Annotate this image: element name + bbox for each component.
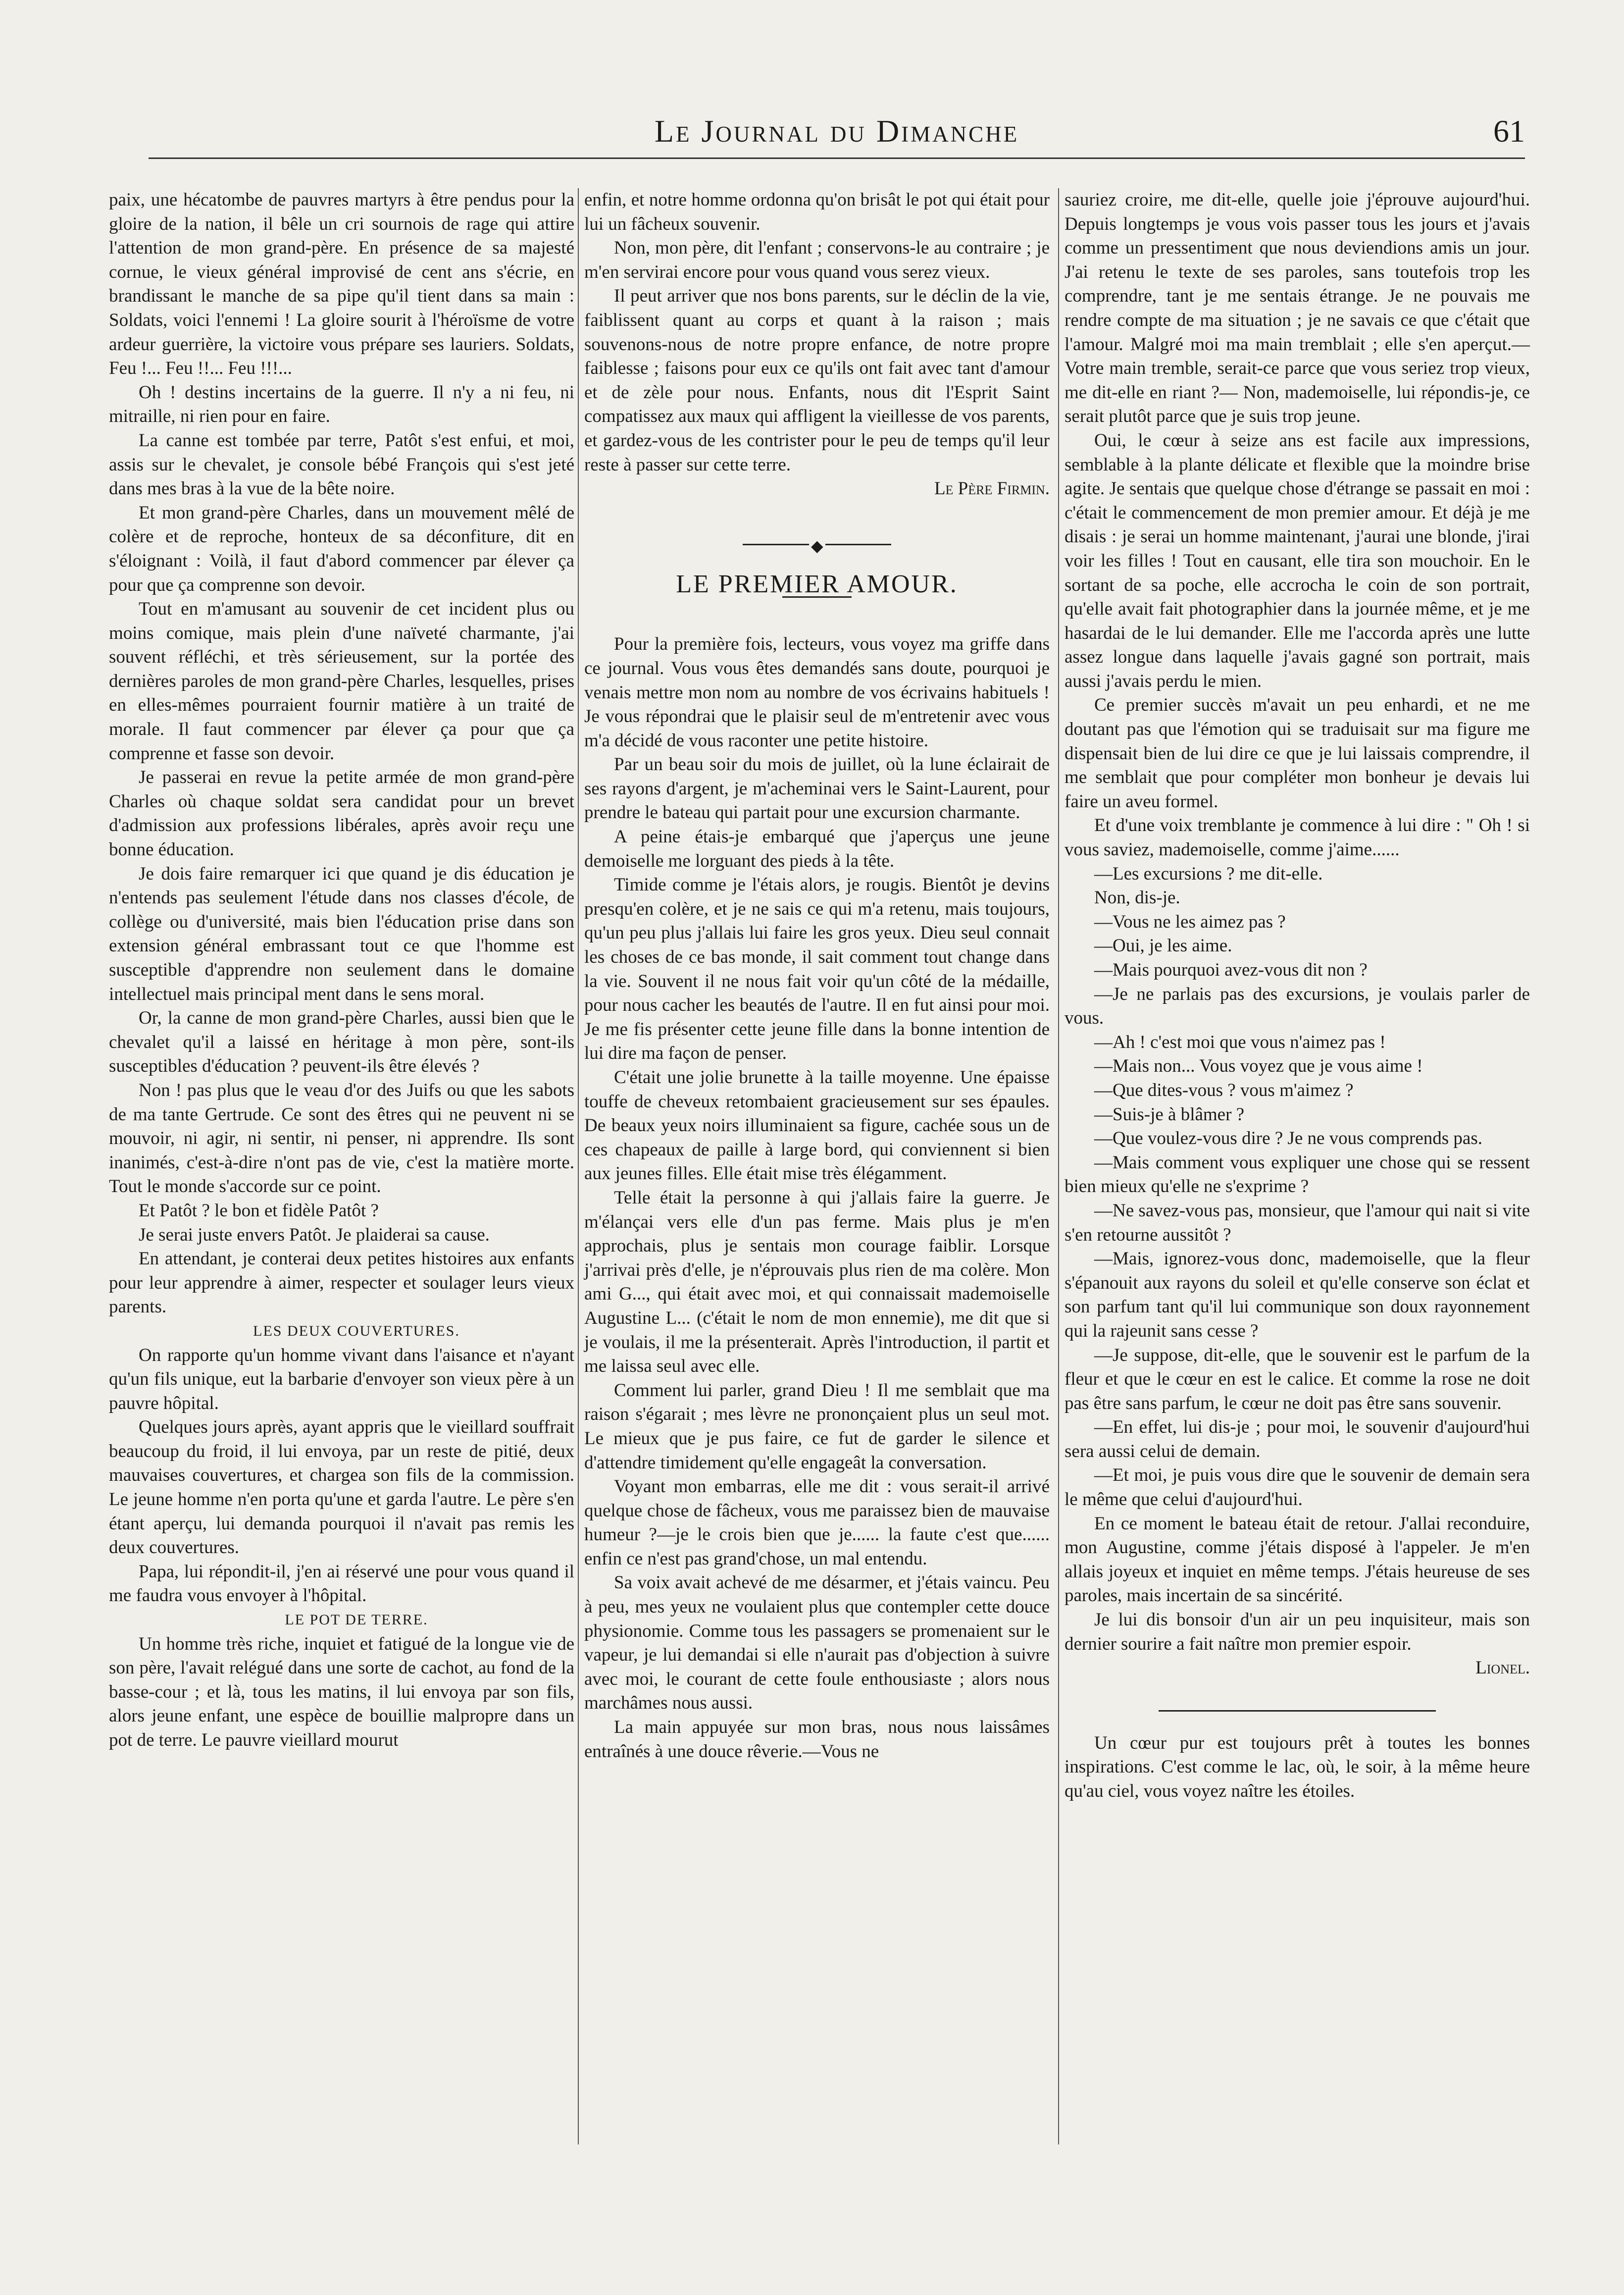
paragraph: A peine étais-je embarqué que j'aperçus une jeune demoiselle me lorguant des pieds à la tête. (584, 827, 1050, 871)
paragraph: Je dois faire remarquer ici que quand je dis éducation je n'entends pas seulement l'étude dans nos classes d'école, de collège ou d'université, mais bien l'éducation prise dans son extension général embrassant tout ce que l'homme est susceptible d'apprendre non seulement dans le domaine intellectuel mais principal ment dans le sens moral. (109, 863, 574, 1004)
paragraph: Quelques jours après, ayant appris que le vieillard souffrait beaucoup du froid, il lui envoya, par un reste de pitié, deux mauvaises couvertures, et chargea son fils de la commission. Le jeune homme n'en porta qu'une et garda l'autre. Le père s'en étant aperçu, lui demanda pourquoi il n'avait pas remis les deux couvertures. (109, 1417, 574, 1558)
dialogue-line: —Oui, je les aime. (1094, 936, 1232, 956)
paragraph: Un cœur pur est toujours prêt à toutes les bonnes inspirations. C'est comme le lac, où, le soir, à la même heure qu'au ciel, vous voyez naître les étoiles. (1065, 1732, 1530, 1801)
dialogue-line: —Mais, ignorez-vous donc, mademoiselle, que la fleur s'épanouit aux rayons du soleil et qu'elle conserve son éclat et son parfum tant qu'il lui communique son doux rayonnement qui la rajeunit sans cesse ? (1065, 1249, 1530, 1341)
section-rule (1159, 1710, 1436, 1712)
paragraph: Timide comme je l'étais alors, je rougis. Bientôt je devins presqu'en colère, et je ne sais ce qui m'a retenu, mais toujours, qu'un peu plus j'allais lui faire les gros yeux. Dieu seul connait les choses de ce bas monde, il sait comment tout change dans la vie. Souvent il ne nous fait voir qu'un côté de la médaille, pour nous cacher les beautés de l'autre. Il en fut ainsi pour moi. Je me fis présenter cette jeune fille dans la bonne intention de lui dire ma façon de penser. (584, 875, 1050, 1064)
paragraph: enfin, et notre homme ordonna qu'on brisât le pot qui était pour lui un fâcheux souvenir. (584, 190, 1050, 234)
running-title: Le Journal du Dimanche (654, 113, 1019, 149)
dialogue-line: —Que voulez-vous dire ? Je ne vous comprends pas. (1094, 1128, 1482, 1149)
ornament-divider (743, 541, 891, 548)
paragraph: C'était une jolie brunette à la taille moyenne. Une épaisse touffe de cheveux retombaient gracieusement sur ses épaules. De beaux yeux noirs illuminaient sa figure, cachée sous un de ces chapeaux de paille à large bord, qui conviennent si bien aux jeunes filles. Elle était mise très élégamment. (584, 1067, 1050, 1184)
paragraph: Oh ! destins incertains de la guerre. Il n'y a ni feu, ni mitraille, ni rien pour en faire. (109, 382, 574, 427)
dialogue-line: —Vous ne les aimez pas ? (1094, 911, 1286, 932)
paragraph: Et mon grand-père Charles, dans un mouvement mêlé de colère et de reproche, honteux de sa déconfiture, dit en s'éloignant : Voilà, il faut d'abord commencer par élever ça pour que ça comprenne son devoir. (109, 502, 574, 595)
paragraph: La main appuyée sur mon bras, nous nous laissâmes entraînés à une douce rêverie.—Vous ne (584, 1717, 1050, 1762)
paragraph: sauriez croire, me dit-elle, quelle joie j'éprouve aujourd'hui. Depuis longtemps je vous vois passer tous les jours et j'avais comme un pressentiment que nous deviendions amis un jour. J'ai retenu le texte de ses paroles, sans toutefois trop les comprendre, tant je me sentais étrange. Je ne pouvais me rendre compte de ma situation ; je ne savais ce que c'était que l'amour. Malgré moi ma main tremblait ; elle s'en aperçut.—Votre main tremble, serait-ce parce que vous seriez trop vieux, me dit-elle en riant ?— Non, mademoiselle, lui répondis-je, ce serait plutôt parce que je suis trop jeune. (1065, 190, 1530, 427)
column-divider (578, 188, 579, 2144)
paragraph: Voyant mon embarras, elle me dit : vous serait-il arrivé quelque chose de fâcheux, vous me paraissez bien de mauvaise humeur ?—je le crois bien que je...... la faute c'est que...... enfin ce n'est pas grand'chose, un mal entendu. (584, 1476, 1050, 1569)
dialogue-line: —Ne savez-vous pas, monsieur, que l'amour qui nait si vite s'en retourne aussitôt ? (1065, 1200, 1530, 1245)
article-title: LE PREMIER AMOUR. (676, 570, 958, 598)
dialogue-line: —Que dites-vous ? vous m'aimez ? (1094, 1080, 1354, 1100)
dialogue-line: —Suis-je à blâmer ? (1094, 1104, 1245, 1125)
paragraph: Non, mon père, dit l'enfant ; conservons-le au contraire ; je m'en servirai encore pour vous quand vous serez vieux. (584, 238, 1050, 282)
paragraph: Un homme très riche, inquiet et fatigué de la longue vie de son père, l'avait relégué dans une sorte de cachot, au fond de la basse-cour ; et là, tous les matins, il lui envoya par son fils, alors jeune enfant, une espèce de bouillie malpropre dans un pot de terre. Le pauvre vieillard mourut (109, 1633, 574, 1750)
paragraph: Et d'une voix tremblante je commence à lui dire : " Oh ! si vous saviez, mademoiselle, comme j'aime...... (1065, 815, 1530, 860)
paragraph: Comment lui parler, grand Dieu ! Il me semblait que ma raison s'égarait ; mes lèvre ne prononçaient plus un seul mot. Le mieux que je pus faire, ce fut de garder le silence et d'attendre timidement qu'elle engageât la conversation. (584, 1380, 1050, 1473)
signature-lionel: Lionel. (1475, 1658, 1530, 1678)
dialogue-line: Non, dis-je. (1094, 887, 1180, 908)
paragraph: On rapporte qu'un homme vivant dans l'aisance et n'ayant qu'un fils unique, eut la barbarie d'envoyer son vieux père à un pauvre hôpital. (109, 1345, 574, 1413)
subheading-pot-de-terre: LE POT DE TERRE. (285, 1612, 428, 1628)
paragraph: Par un beau soir du mois de juillet, où la lune éclairait de ses rayons d'argent, je m'acheminai vers le Saint-Laurent, pour prendre le bateau qui partait pour une excursion charmante. (584, 754, 1050, 823)
paragraph: Non ! pas plus que le veau d'or des Juifs ou que les sabots de ma tante Gertrude. Ce sont des êtres qui ne peuvent ni se mouvoir, ni agir, ni sentir, ni penser, ni apprendre. Ils sont inanimés, c'est-à-dire n'ont pas de vie, c'est la matière morte. Tout le monde s'accorde sur ce point. (109, 1080, 574, 1197)
paragraph: Et Patôt ? le bon et fidèle Patôt ? (139, 1200, 379, 1221)
paragraph: Papa, lui répondit-il, j'en ai réservé une pour vous quand il me faudra vous envoyer à l'hôpital. (109, 1561, 574, 1606)
paragraph: La canne est tombée par terre, Patôt s'est enfui, et moi, assis sur le chevalet, je console bébé François qui s'est jeté dans mes bras à la vue de la bête noire. (109, 430, 574, 499)
paragraph: Je lui dis bonsoir d'un air un peu inquisiteur, mais son dernier sourire a fait naître mon premier espoir. (1065, 1610, 1530, 1654)
column-2 (584, 188, 1050, 1764)
header-rule (149, 157, 1525, 159)
paragraph: Je passerai en revue la petite armée de mon grand-père Charles où chaque soldat sera candidat pour un brevet d'admission aux professions libérales, après avoir reçu une bonne éducation. (109, 767, 574, 860)
dialogue-line: —Ah ! c'est moi que vous n'aimez pas ! (1094, 1032, 1386, 1052)
column-divider (1058, 188, 1059, 2144)
paragraph: Je serai juste envers Patôt. Je plaiderai sa cause. (139, 1224, 490, 1245)
paragraph: Pour la première fois, lecteurs, vous voyez ma griffe dans ce journal. Vous vous êtes demandés sans doute, pourquoi je venais mettre mon nom au nombre de vos écrivains habituels ! Je vous répondrai que le plaisir seul de m'entretenir avec vous m'a décidé de vous raconter une petite histoire. (584, 634, 1050, 751)
paragraph: Telle était la personne à qui j'allais faire la guerre. Je m'élançai vers elle d'un pas ferme. Mais plus je m'en approchais, plus je sentais mon courage faiblir. Lorsque j'arrivai près d'elle, je n'éprouvais plus rien de ma colère. Mon ami G..., qui était avec moi, et qui connaissait mademoiselle Augustine L... (c'était le nom de mon ennemie), me dit que si je voulais, il me la présenterait. Après l'introduction, il partit et me laissa seul avec elle. (584, 1187, 1050, 1377)
dialogue-line: —Les excursions ? me dit-elle. (1094, 863, 1323, 884)
dialogue-line: —Et moi, je puis vous dire que le souvenir de demain sera le même que celui d'aujourd'hui. (1065, 1465, 1530, 1510)
paragraph: Oui, le cœur à seize ans est facile aux impressions, semblable à la plante délicate et flexible que la moindre brise agite. Je sentais que quelque chose d'étrange se passait en moi : c'était le commencement de mon premier amour. Et déjà je me disais : je serai un homme maintenant, j'aurai une blonde, j'irai voir les filles ! Tout en causant, elle tira son mouchoir. En le sortant de sa poche, elle accrocha le coin de son portrait, qu'elle avait fait photographier dans la journée même, et je me hasardai de le lui demander. Elle me l'accorda après une lutte assez longue dans laquelle j'avais gagné son portrait, mais aussi j'avais perdu le mien. (1065, 430, 1530, 691)
paragraph: Or, la canne de mon grand-père Charles, aussi bien que le chevalet qu'il a laissé en héritage à mon père, sont-ils susceptibles d'éducation ? peuvent-ils être élevés ? (109, 1008, 574, 1077)
dialogue-line: —Je ne parlais pas des excursions, je voulais parler de vous. (1065, 984, 1530, 1029)
dialogue-line: —Mais non... Vous voyez que je vous aime ! (1094, 1056, 1423, 1077)
column-1 (109, 188, 574, 1753)
column-3 (1065, 188, 1530, 1804)
running-header (149, 113, 1525, 157)
signature-pere-firmin: Le Père Firmin. (934, 478, 1050, 499)
paragraph: En ce moment le bateau était de retour. J'allai reconduire, mon Augustine, comme j'étais disposé à l'appeler. Je m'en allais joyeux et inquiet en même temps. J'étais heureuse de ses paroles, mais incertain de sa sincérité. (1065, 1513, 1530, 1606)
paragraph: paix, une hécatombe de pauvres martyrs à être pendus pour la gloire de la nation, il bêle un cri sournois de rage qui attire l'attention de mon grand-père. En présence de sa majesté cornue, le vieux général improvisé de cent ans s'écrie, en brandissant le manche de sa pipe qu'il tient dans sa main : Soldats, voici l'ennemi ! La gloire sourit à l'héroïsme de votre ardeur guerrière, la victoire vous prépare ses lauriers. Soldats, Feu !... Feu !!... Feu !!!... (109, 190, 574, 379)
subheading-deux-couvertures: LES DEUX COUVERTURES. (253, 1322, 460, 1339)
paragraph: Tout en m'amusant au souvenir de cet incident plus ou moins comique, mais plein d'une naïveté charmante, j'ai souvent réfléchi, et très sérieusement, sur la portée des dernières paroles de mon grand-père Charles, lesquelles, prises en elles-mêmes pourraient fournir matière à un traité de morale. Il faut commencer par élever ça pour que ça comprenne et fasse son devoir. (109, 599, 574, 764)
page-number: 61 (1493, 113, 1525, 149)
paragraph: Ce premier succès m'avait un peu enhardi, et ne me doutant pas que l'émotion qui se traduisait sur ma figure me dispensait bien de lui dire ce que je lui laissais comprendre, il me semblait que pour compléter mon bonheur je devais lui faire un aveu formel. (1065, 695, 1530, 812)
dialogue-line: —En effet, lui dis-je ; pour moi, le souvenir d'aujourd'hui sera aussi celui de demain. (1065, 1417, 1530, 1461)
paragraph: Il peut arriver que nos bons parents, sur le déclin de la vie, faiblissent quant au corps et quant à la raison ; mais souvenons-nous de notre propre enfance, de notre propre faiblesse ; faisons pour eux ce qu'ils ont fait avec tant d'amour et de zèle pour nous. Enfants, nous dit l'Esprit Saint compatissez aux maux qui affligent la vieillesse de vos parents, et gardez-vous de les contrister pour le peu de temps qu'il leur reste à passer sur cette terre. (584, 286, 1050, 475)
paragraph: Sa voix avait achevé de me désarmer, et j'étais vaincu. Peu à peu, mes yeux ne voulaient plus que contempler cette douce physionomie. Comme tous les passagers se promenaient sur le vapeur, je lui demandai si elle n'aurait pas d'objection à suivre avec moi, le courant de cette foule enthousiaste ; alors nous marchâmes nous aussi. (584, 1572, 1050, 1714)
dialogue-line: —Mais comment vous expliquer une chose qui se ressent bien mieux qu'elle ne s'exprime ? (1065, 1152, 1530, 1197)
paragraph: En attendant, je conterai deux petites histoires aux enfants pour leur apprendre à aimer, respecter et soulager leurs vieux parents. (109, 1249, 574, 1317)
dialogue-line: —Je suppose, dit-elle, que le souvenir est le parfum de la fleur et que le cœur en est le calice. Et comme la rose ne doit pas être sans parfum, le cœur ne doit pas être sans souvenir. (1065, 1345, 1530, 1413)
dialogue-line: —Mais pourquoi avez-vous dit non ? (1094, 960, 1368, 980)
